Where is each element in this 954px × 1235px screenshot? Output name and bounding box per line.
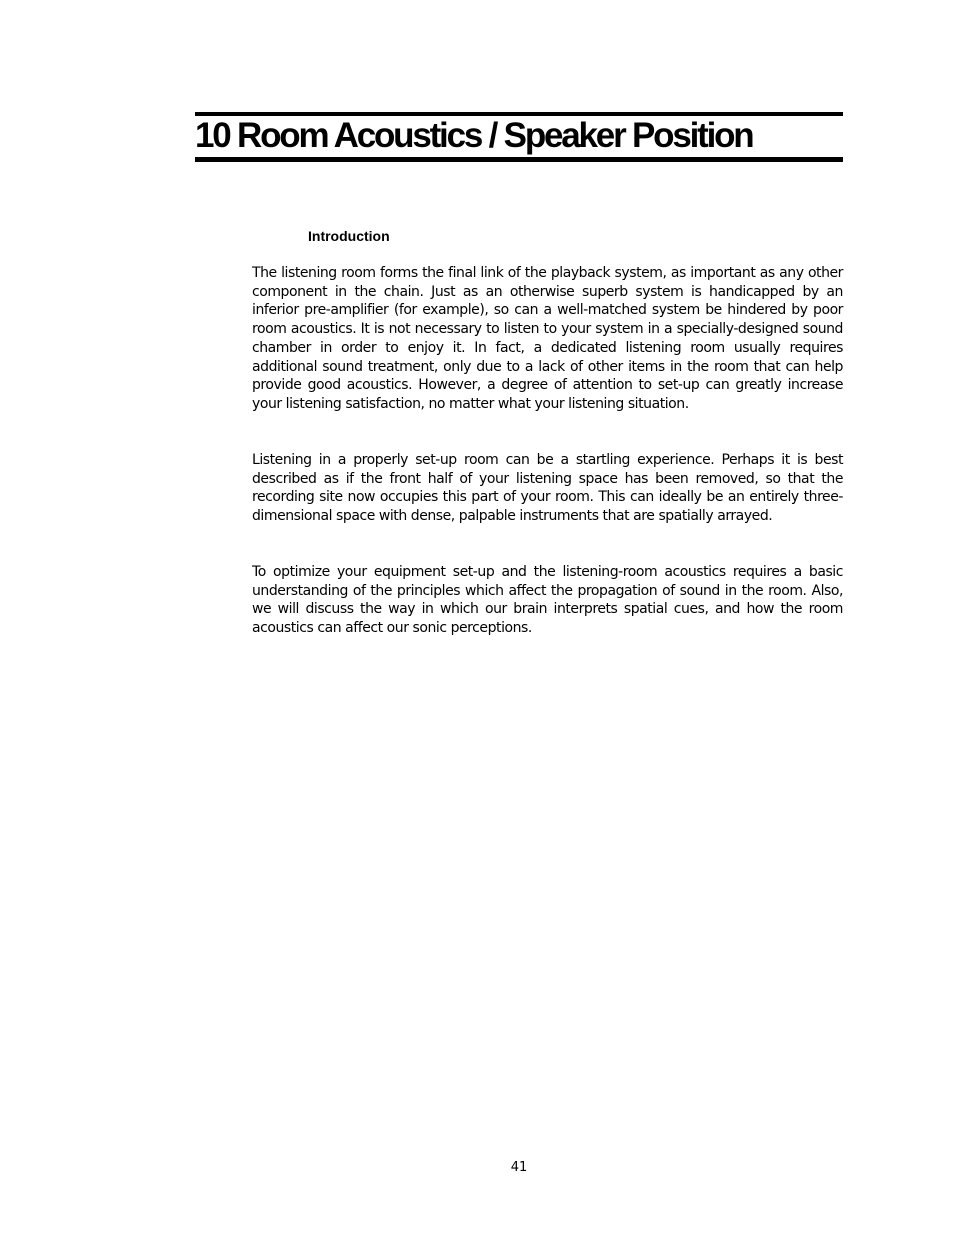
section-heading: Introduction bbox=[308, 228, 390, 244]
chapter-title-block bbox=[195, 112, 843, 162]
body-paragraph: The listening room forms the final link of the playback system, as important as any other component in the chain. Just as an otherwise superb system is handicapped by an inferior pre-amplifier (for example), so can a well-matched system be hindered by poor room acoustics. It is not necessary to listen to your system in a specially-designed sound chamber in order to enjoy it. In fact, a dedicated listening room usually requires additional sound treatment, only due to a lack of other items in the room that can help provide good acoustics. However, a degree of attention to set-up can greatly increase your listening satisfaction, no matter what your listening situation. bbox=[252, 265, 843, 412]
body-paragraph: Listening in a properly set-up room can be a startling experience. Perhaps it is best described as if the front half of your listening space has been removed, so that the recording site now occupies this part of your room. This can ideally be an entirely three-dimensional space with dense, palpable instruments that are spatially arrayed. bbox=[252, 452, 843, 525]
page-number: 41 bbox=[510, 1160, 528, 1175]
body-paragraph: To optimize your equipment set-up and the listening-room acoustics requires a basic understanding of the principles which affect the propagation of sound in the room. Also, we will discuss the way in which our brain interprets spatial cues, and how the room acoustics can affect our sonic perceptions. bbox=[252, 564, 843, 637]
chapter-title: 10 Room Acoustics / Speaker Position bbox=[195, 116, 753, 155]
